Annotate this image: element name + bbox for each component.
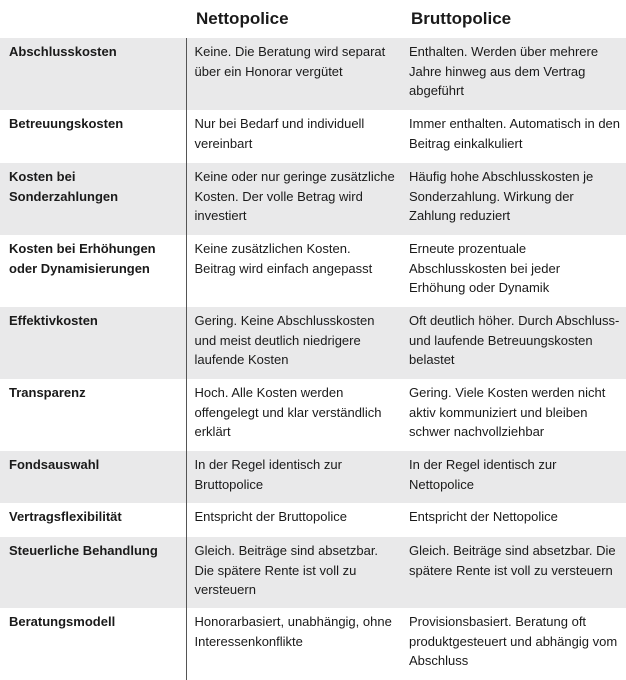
table-row xyxy=(0,110,626,163)
row-label: Betreuungskosten xyxy=(0,110,186,163)
row-label: Abschlusskosten xyxy=(0,38,186,110)
table-row xyxy=(0,163,626,235)
row-label: Fondsauswahl xyxy=(0,451,186,503)
netto-cell: Nur bei Bedarf und individuell vereinbart xyxy=(186,110,401,163)
table-row xyxy=(0,451,626,503)
netto-cell: Honorarbasiert, unabhängig, ohne Interessenkonflikte xyxy=(186,608,401,680)
header-nettopolice: Nettopolice xyxy=(186,0,401,38)
brutto-cell: Gleich. Beiträge sind absetzbar. Die spätere Rente ist voll zu versteuern xyxy=(401,537,626,608)
table-row xyxy=(0,537,626,608)
row-label: Beratungsmodell xyxy=(0,608,186,680)
row-label: Kosten bei Sonderzahlungen xyxy=(0,163,186,235)
netto-cell: Keine. Die Beratung wird separat über ein Honorar vergütet xyxy=(186,38,401,110)
brutto-cell: Gering. Viele Kosten werden nicht aktiv kommuniziert und bleiben schwer nachvollziehbar xyxy=(401,379,626,451)
netto-cell: In der Regel identisch zur Bruttopolice xyxy=(186,451,401,503)
row-label: Vertragsflexibilität xyxy=(0,503,186,537)
brutto-cell: Oft deutlich höher. Durch Abschluss- und laufende Betreuungskosten belastet xyxy=(401,307,626,379)
header-row xyxy=(0,0,626,38)
netto-cell: Hoch. Alle Kosten werden offengelegt und klar verständlich erklärt xyxy=(186,379,401,451)
row-label: Steuerliche Behandlung xyxy=(0,537,186,608)
row-label: Kosten bei Erhöhungen oder Dynamisierungen xyxy=(0,235,186,307)
header-empty-cell xyxy=(0,0,186,38)
header-bruttopolice: Bruttopolice xyxy=(401,0,626,38)
row-label: Effektivkosten xyxy=(0,307,186,379)
brutto-cell: Erneute prozentuale Abschlusskosten bei jeder Erhöhung oder Dynamik xyxy=(401,235,626,307)
netto-cell: Keine oder nur geringe zusätzliche Kosten. Der volle Betrag wird investiert xyxy=(186,163,401,235)
brutto-cell: Entspricht der Nettopolice xyxy=(401,503,626,537)
brutto-cell: Immer enthalten. Automatisch in den Beitrag einkalkuliert xyxy=(401,110,626,163)
brutto-cell: In der Regel identisch zur Nettopolice xyxy=(401,451,626,503)
table-row xyxy=(0,608,626,680)
table-row xyxy=(0,235,626,307)
table-row xyxy=(0,379,626,451)
brutto-cell: Provisionsbasiert. Beratung oft produktgesteuert und abhängig vom Abschluss xyxy=(401,608,626,680)
netto-cell: Gleich. Beiträge sind absetzbar. Die spätere Rente ist voll zu versteuern xyxy=(186,537,401,608)
table-row xyxy=(0,38,626,110)
row-label: Transparenz xyxy=(0,379,186,451)
brutto-cell: Häufig hohe Abschlusskosten je Sonderzahlung. Wirkung der Zahlung reduziert xyxy=(401,163,626,235)
table-row xyxy=(0,307,626,379)
netto-cell: Keine zusätzlichen Kosten. Beitrag wird einfach angepasst xyxy=(186,235,401,307)
netto-cell: Entspricht der Bruttopolice xyxy=(186,503,401,537)
netto-cell: Gering. Keine Abschlusskosten und meist deutlich niedrigere laufende Kosten xyxy=(186,307,401,379)
brutto-cell: Enthalten. Werden über mehrere Jahre hinweg aus dem Vertrag abgeführt xyxy=(401,38,626,110)
table-row xyxy=(0,503,626,537)
